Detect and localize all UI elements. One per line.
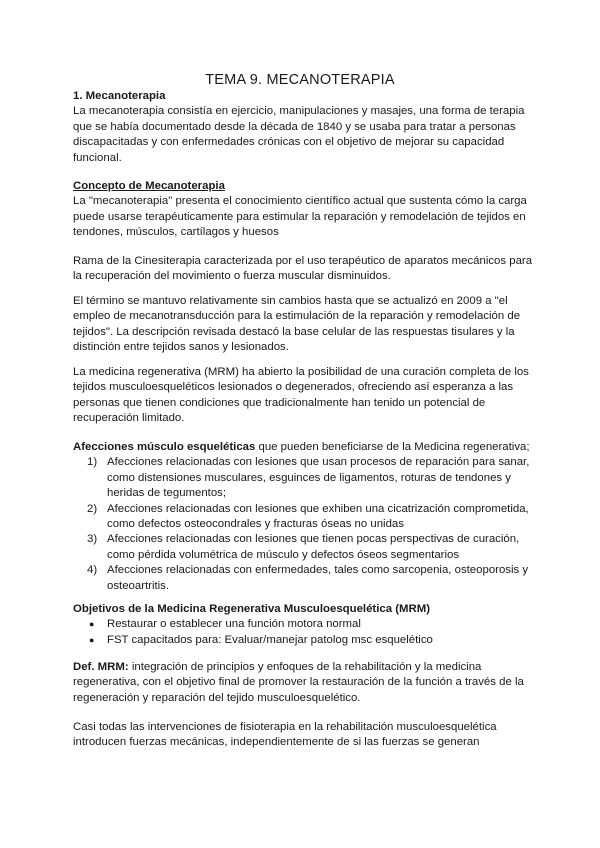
definition-text: integración de principios y enfoques de la rehabilitación y la medicina regenerativa, con el objetivo final de promover la restauración de la función a través de la regeneración y reparación del tejido musculoesquelético. — [73, 661, 524, 704]
list-item-text: Afecciones relacionadas con lesiones que usan procesos de reparación para sanar, como distensiones musculares, esguinces de ligamentos, roturas de tendones y heridas de tegumentos; — [107, 456, 530, 500]
section-paragraph: La mecanoterapia consistía en ejercicio, manipulaciones y masajes, una forma de terapia que se había documentado desde la década de 1840 y se usaba para tratar a personas discapacitadas y con enfermedades crónicas con el objetivo de mejorar su capacidad funcional. — [73, 105, 525, 164]
paragraph-block — [73, 254, 533, 285]
afecciones-heading-rest: que pueden beneficiarse de la Medicina regenerativa; — [255, 441, 530, 453]
section-heading: 1. Mecanoterapia — [73, 90, 166, 102]
paragraph: La "mecanoterapia" presenta el conocimiento científico actual que sustenta cómo la carga puede usarse terapéuticamente para estimular la reparación y remodelación de tejidos en tendones, músculos, cartílagos y huesos — [73, 195, 527, 239]
list-item — [73, 455, 533, 501]
section-concepto — [73, 179, 533, 241]
bullet-icon: ● — [89, 619, 95, 630]
bullet-item — [73, 633, 533, 648]
paragraph-block — [73, 365, 533, 427]
list-number: 3) — [87, 533, 98, 546]
afecciones-heading-bold: Afecciones músculo esqueléticas — [73, 441, 256, 453]
section-objetivos — [73, 602, 533, 648]
page-title: TEMA 9. MECANOTERAPIA — [205, 72, 395, 88]
definition-label: Def. MRM: — [73, 661, 129, 673]
afecciones-list — [73, 455, 533, 594]
bullet-text: FST capacitados para: Evaluar/manejar patolog msc esquelético — [107, 633, 433, 646]
list-item — [73, 532, 533, 563]
paragraph-block — [73, 294, 533, 356]
bullet-icon: ● — [89, 634, 95, 645]
paragraph: La medicina regenerativa (MRM) ha abierto la posibilidad de una curación completa de los tejidos musculoesqueléticos lesionados o degenerados, ofreciendo así esperanza a las personas que tienen condiciones que tradicionalmente han tenido un potencial de recuperación limitado. — [73, 366, 529, 425]
paragraph: El término se mantuvo relativamente sin cambios hasta que se actualizó en 2009 a "el empleo de mecanotransducción para la estimulación de la reparación y remodelación de tejidos". La descripción revisada destacó la base celular de las respuestas tisulares y la distinción entre tejidos sanos y lesionados. — [73, 295, 521, 354]
section-heading: Concepto de Mecanoterapia — [73, 180, 225, 192]
paragraph: Casi todas las intervenciones de fisioterapia en la rehabilitación musculoesquelética introducen fuerzas mecánicas, independientemente de si las fuerzas se generan — [73, 721, 497, 749]
objetivos-list — [73, 617, 533, 648]
section-afecciones — [73, 440, 533, 594]
paragraph-block — [73, 720, 533, 751]
definition-paragraph — [73, 660, 533, 706]
list-item-text: Afecciones relacionadas con lesiones que tienen pocas perspectivas de curación, como pérdida volumétrica de músculo y defectos óseos segmentarios — [107, 533, 520, 561]
section-heading: Objetivos de la Medicina Regenerativa Musculoesquelética (MRM) — [73, 603, 430, 615]
list-number: 4) — [87, 564, 98, 577]
bullet-item — [73, 617, 533, 632]
list-item — [73, 502, 533, 533]
afecciones-heading — [73, 440, 533, 455]
list-item-text: Afecciones relacionadas con lesiones que exhiben una cicatrización comprometida, como defectos osteocondrales y fracturas óseas no unidas — [107, 502, 529, 531]
list-number: 2) — [87, 502, 98, 515]
list-item — [73, 563, 533, 594]
section-mecanoterapia — [73, 89, 533, 166]
list-item-text: Afecciones relacionadas con enfermedades, tales como sarcopenia, osteoporosis y osteoartritis. — [107, 564, 529, 592]
paragraph: Rama de la Cinesiterapia caracterizada por el uso terapéutico de aparatos mecánicos para la recuperación del movimiento o fuerza muscular disminuidos. — [73, 255, 533, 283]
list-number: 1) — [87, 456, 98, 469]
bullet-text: Restaurar o establecer una función motora normal — [107, 618, 361, 631]
section-definicion — [73, 660, 533, 706]
